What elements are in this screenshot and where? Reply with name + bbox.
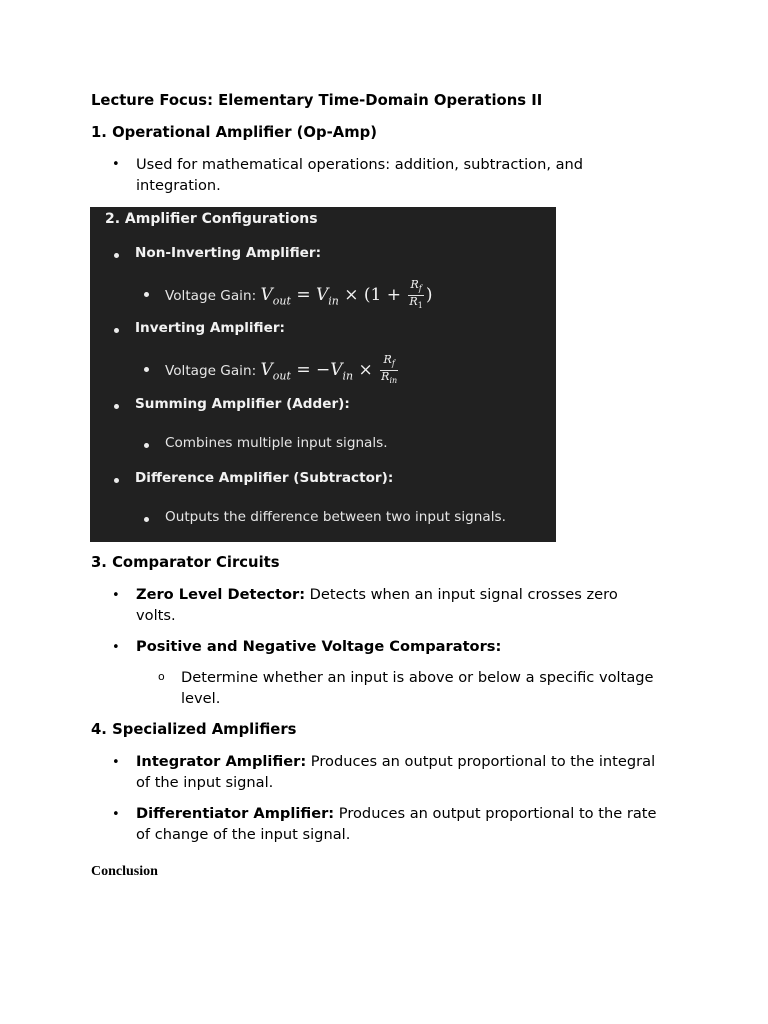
summing-label: Summing Amplifier (Adder):: [135, 396, 350, 412]
bullet-icon: [144, 367, 149, 372]
bullet-icon: •: [112, 588, 120, 603]
bullet-icon: •: [112, 640, 120, 655]
bullet-icon: [114, 404, 119, 409]
differentiator-line-1: Differentiator Amplifier: Produces an output proportional to the rate: [136, 805, 657, 822]
section-4-heading: 4. Specialized Amplifiers: [91, 721, 297, 738]
inverting-formula: $V_{out} = -V_{in}$ × $\frac{R_f}{R_{in}}$: [260, 353, 398, 386]
difference-label: Difference Amplifier (Subtractor):: [135, 470, 394, 486]
inverting-label: Inverting Amplifier:: [135, 320, 285, 336]
comparator-subitem-line-1: Determine whether an input is above or below a specific voltage: [181, 669, 654, 686]
integrator-label: Integrator Amplifier:: [136, 753, 307, 770]
bullet-icon: •: [112, 755, 120, 770]
bullet-icon: [114, 478, 119, 483]
panel-heading: 2. Amplifier Configurations: [105, 211, 318, 227]
section-3-heading: 3. Comparator Circuits: [91, 554, 280, 571]
section-1-bullet-line-2: integration.: [136, 177, 221, 194]
difference-description: Outputs the difference between two input signals.: [165, 509, 506, 525]
conclusion-heading: Conclusion: [91, 864, 158, 879]
section-1-heading: 1. Operational Amplifier (Op-Amp): [91, 124, 377, 141]
bullet-icon: [144, 517, 149, 522]
circle-bullet-icon: o: [158, 670, 165, 683]
bullet-icon: [144, 443, 149, 448]
zero-level-detector-line-2: volts.: [136, 607, 176, 624]
differentiator-label: Differentiator Amplifier:: [136, 805, 335, 822]
inverting-gain: [165, 354, 400, 387]
integrator-line-2: of the input signal.: [136, 774, 274, 791]
comparator-subitem-line-2: level.: [181, 690, 221, 707]
non-inverting-formula: $V_{out} = V_{in} \times (1$ + $\frac{R_f}{R_1}$ ): [260, 278, 433, 311]
summing-description: Combines multiple input signals.: [165, 435, 388, 451]
bullet-icon: •: [112, 807, 120, 822]
bullet-icon: [114, 253, 119, 258]
gain-label: Voltage Gain:: [165, 363, 257, 380]
gain-label: Voltage Gain:: [165, 288, 257, 305]
bullet-icon: •: [112, 157, 120, 172]
integrator-line-1: Integrator Amplifier: Produces an output proportional to the integral: [136, 753, 656, 770]
bullet-icon: [144, 292, 149, 297]
section-1-bullet-line-1: Used for mathematical operations: addition, subtraction, and: [136, 156, 584, 173]
zero-level-detector-label: Zero Level Detector:: [136, 586, 306, 603]
non-inverting-label: Non-Inverting Amplifier:: [135, 245, 322, 261]
bullet-icon: [114, 328, 119, 333]
amplifier-configurations-image: [90, 207, 556, 542]
differentiator-line-2: of change of the input signal.: [136, 826, 351, 843]
zero-level-detector-line-1: Zero Level Detector: Detects when an input signal crosses zero: [136, 586, 618, 603]
non-inverting-gain: [165, 279, 432, 312]
pos-neg-comparators-label: Positive and Negative Voltage Comparators:: [136, 638, 502, 655]
document-title: Lecture Focus: Elementary Time-Domain Operations II: [91, 92, 543, 109]
